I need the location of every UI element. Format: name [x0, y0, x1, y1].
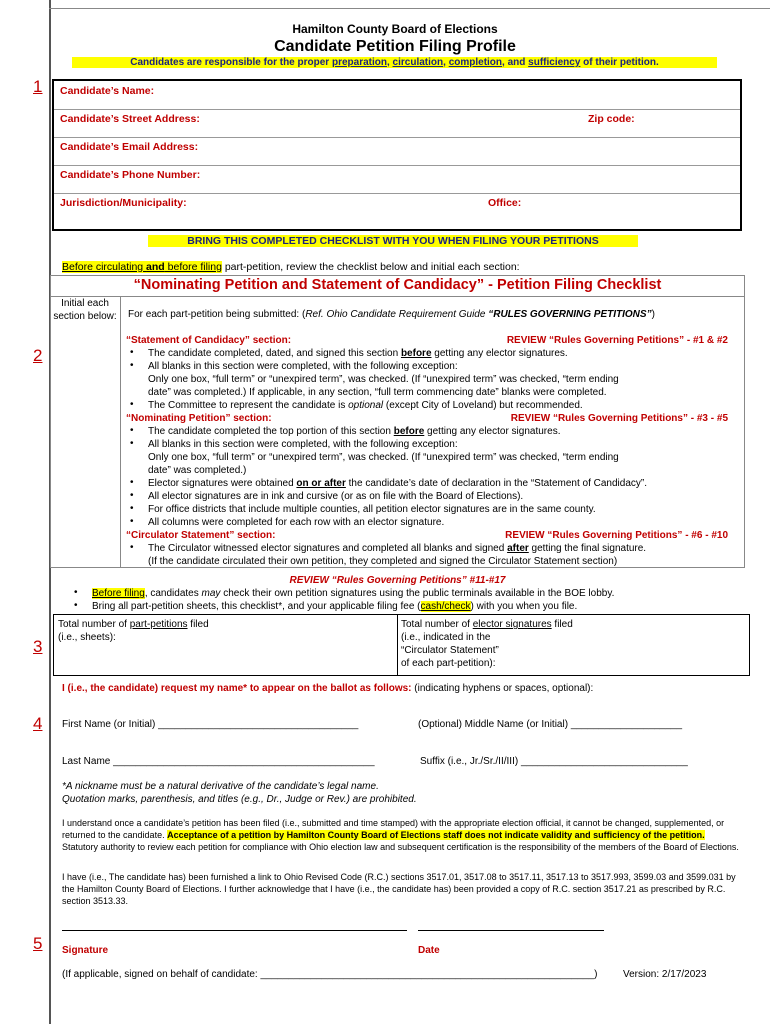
np-item-3: • Elector signatures were obtained on or after the candidate’s date of declaration in the “Statement of Candidacy”. [126, 477, 738, 490]
np-heading: “Nominating Petition” section: [126, 413, 272, 424]
np-item-4: • All elector signatures are in ink and cursive (or as on file with the Board of Elections). [126, 490, 738, 503]
legal-paragraph-1: I understand once a candidate’s petition has been filed (i.e., submitted and time stamped) with the appropriate election official, it cannot be changed, supplemented, or returned to the candidate. Acceptance of a petition by Hamilton County Board of Elections staff does not indicate validity and sufficiency of the petition. Statutory authority to review each petition for compliance with Ohio election law and subsequent certification is the responsibility of the members of the Board of Elections. [62, 818, 739, 852]
suffix-field[interactable]: Suffix (i.e., Jr./Sr./II/III) ______________________________ [420, 756, 688, 767]
date-line[interactable] [418, 930, 604, 931]
cs-review: REVIEW “Rules Governing Petitions” - #6 - #10 [505, 530, 728, 541]
section-number-2: 2 [33, 346, 43, 365]
candidate-info-box [52, 79, 742, 231]
review-11-17-list: • Before filing, candidates may check their own petition signatures using the public terminals available in the BOE lobby. • Bring all part-petition sheets, this checklist*, and your applicable filing fee (cash/check) with you when you file. [70, 587, 740, 613]
middle-name-field[interactable]: (Optional) Middle Name (or Initial) ____________________ [418, 719, 683, 730]
section-number-3: 3 [33, 637, 43, 656]
bring-checklist-note: BRING THIS COMPLETED CHECKLIST WITH YOU WHEN FILING YOUR PETITIONS [148, 235, 638, 247]
total-part-petitions-field[interactable]: Total number of part-petitions filed (i.e., sheets): [58, 619, 209, 643]
np-item-6: • All columns were completed for each row with an elector signature. [126, 516, 738, 529]
first-name-field[interactable]: First Name (or Initial) ____________________________________ [62, 719, 359, 730]
initial-each-label: Initial each section below: [53, 298, 117, 322]
org-name: Hamilton County Board of Elections [292, 22, 498, 36]
zip-code-label: Zip code: [588, 113, 635, 125]
review-11-17-heading: REVIEW “Rules Governing Petitions” #11-#17 [289, 575, 506, 586]
responsibility-note: Candidates are responsible for the proper preparation, circulation, completion, and sufficiency of their petition. [72, 57, 717, 68]
before-circulating-note: Before circulating and before filing part-petition, review the checklist below and initial each section: [62, 261, 520, 273]
last-name-field[interactable]: Last Name _______________________________________________ [62, 756, 375, 767]
section-number-5: 5 [33, 934, 43, 953]
street-address-field[interactable]: Candidate’s Street Address: Zip code: [54, 109, 740, 138]
signature-line[interactable] [62, 930, 407, 931]
soc-item-3: • The Committee to represent the candidate is optional (except City of Loveland) but recommended. [126, 399, 738, 412]
soc-heading: “Statement of Candidacy” section: [126, 335, 292, 346]
page-title: Candidate Petition Filing Profile [274, 38, 516, 55]
section-number-4: 4 [33, 714, 43, 733]
soc-review: REVIEW “Rules Governing Petitions” - #1 & #2 [506, 335, 728, 346]
legal-paragraph-2: I have (i.e., The candidate has) been furnished a link to Ohio Revised Code (R.C.) sections 3517.01, 3517.08 to 3517.11, 3517.13 to 3517.993, 3599.03 and 3599.031 by the Hamilton County Board of Elections. I further acknowledge that I have (i.e., the candidate has) been provided a copy of R.C. section 3517.21 as prescribed by R.C. section 3513.33. [62, 872, 736, 906]
date-label: Date [418, 945, 440, 956]
name-request: I (i.e., the candidate) request my name* to appear on the ballot as follows: (indicating hyphens or spaces, optional): [62, 683, 594, 694]
section-number-1: 1 [33, 77, 43, 96]
phone-field[interactable]: Candidate’s Phone Number: [54, 165, 740, 194]
behalf-line[interactable]: (If applicable, signed on behalf of candidate: ____________________________________________________________) [62, 969, 598, 980]
email-field[interactable]: Candidate’s Email Address: [54, 137, 740, 166]
soc-item-2: • All blanks in this section were completed, with the following exception: [126, 360, 738, 373]
checklist-body: “Statement of Candidacy” section: REVIEW “Rules Governing Petitions” - #1 & #2 • The candidate completed, dated, and signed this section before getting any elector signatures. • All blanks in this section were completed, with the following exception: Only one box, “full term” or “unexpired term”, was checked. (If “unexpired term” was checked, “term ending date” was completed.) If applicable, in any section, “full term commencing date” blanks were completed. • The Committee to represent the candidate is optional (except City of Loveland) but recommended. “Nominating Petition” section: REVIEW “Rules Governing Petitions” - #3 - #5 • The candidate completed the top portion of this section before getting any elector signatures. • All blanks in this section were completed, with the following exception: Only one box, “full term” or “unexpired term”, was checked. (If “unexpired term” was checked, “term ending date” was completed.) • Elector signatures were obtained on or after the candidate’s date of declaration in the “Statement of Candidacy”. • All elector signatures are in ink and cursive (or as on file with the Board of Elections). • For office districts that include multiple counties, all petition elector signatures are in the same county. • All columns were completed for each row with an elector signature. “Circulator Statement” section: REVIEW “Rules Governing Petitions” - #6 - #10 • The Circulator witnessed elector signatures and completed all blanks and signed after getting the final signature. (If the candidate circulated their own petition, they completed and signed the Circulator Statement section) [126, 334, 738, 568]
candidate-name-field[interactable]: Candidate’s Name: [54, 81, 740, 110]
initial-box[interactable] [52, 330, 118, 568]
jurisdiction-field[interactable]: Jurisdiction/Municipality: Office: [60, 197, 522, 209]
top-rule [49, 8, 770, 9]
version-label: Version: 2/17/2023 [623, 969, 707, 980]
signature-label: Signature [62, 945, 109, 956]
checklist-intro: For each part-petition being submitted: (Ref. Ohio Candidate Requirement Guide “RULES GOVERNING PETITIONS”) [128, 309, 655, 320]
np-item-5: • For office districts that include multiple counties, all petition elector signatures are in the same county. [126, 503, 738, 516]
checklist-title: “Nominating Petition and Statement of Candidacy” - Petition Filing Checklist [133, 277, 662, 293]
cs-heading: “Circulator Statement” section: [126, 530, 276, 541]
office-label: Office: [488, 197, 522, 209]
nickname-note: *A nickname must be a natural derivative of the candidate’s legal name. Quotation marks, parenthesis, and titles (e.g., Dr., Judge or Rev.) are prohibited. [62, 781, 417, 805]
total-elector-signatures-field[interactable]: Total number of elector signatures filed (i.e., indicated in the “Circulator Statement” of each part-petition): [401, 619, 573, 669]
np-review: REVIEW “Rules Governing Petitions” - #3 - #5 [510, 413, 728, 424]
np-item-2: • All blanks in this section were completed, with the following exception: [126, 438, 738, 451]
soc-item-1: • The candidate completed, dated, and signed this section before getting any elector signatures. [126, 347, 738, 360]
np-item-1: • The candidate completed the top portion of this section before getting any elector signatures. [126, 425, 738, 438]
cs-item-1: • The Circulator witnessed elector signatures and completed all blanks and signed after getting the final signature. [126, 542, 738, 555]
